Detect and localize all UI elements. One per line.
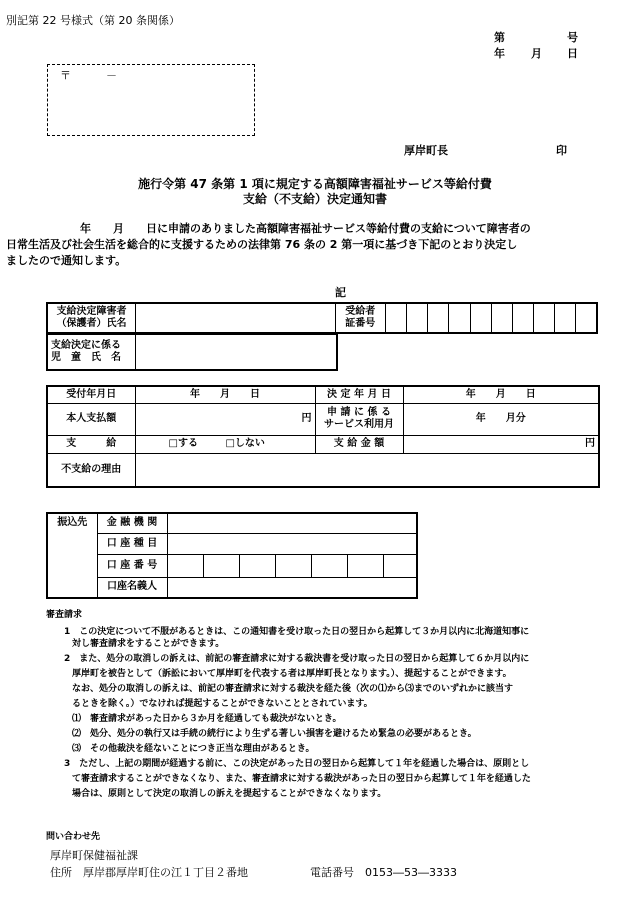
cert-number-label [335,303,385,333]
ki-heading: 記 [335,286,346,299]
contact-phone: 電話番号 0153―53―3333 [310,866,457,879]
cert-digit-cell[interactable] [512,303,533,333]
postal-mark: 〒 [60,69,71,82]
account-digit-cell[interactable] [383,554,417,577]
title-line-2: 支給（不支給）決定通知書 [242,192,387,206]
review-line: ⑵ 処分、処分の執行又は手続の続行により生ずる著しい損害を避けるため緊急の必要があるとき。 [72,729,477,739]
cert-digit-cell[interactable] [576,303,597,333]
account-number-label: 口 座 番 号 [97,554,167,577]
decision-date-field[interactable]: 年 月 日 [403,386,599,403]
recipient-name-field[interactable] [136,303,335,333]
cert-digit-cell[interactable] [385,303,406,333]
doc-date-month: 月 [531,47,542,60]
payment-yes-checkbox[interactable]: □する [168,438,198,449]
review-line: て審査請求することができなくなり、また、審査請求に対する裁決があった日の翌日から起算して１年を経過した [72,774,531,784]
bank-table [46,512,418,599]
account-digit-cell[interactable] [203,554,239,577]
child-label-1: 支給決定に係る [51,340,121,351]
form-id: 別記第 22 号様式（第 20 条関係） [6,14,180,27]
amount-label: 支 給 金 額 [315,435,403,453]
decision-table [46,385,600,488]
cert-digit-cell[interactable] [470,303,491,333]
review-line: 2 また、処分の取消しの訴えは、前記の審査請求に対する裁決書を受け取った日の翌日から起算して６か月以内に [64,654,530,664]
cert-digit-cell[interactable] [491,303,512,333]
amount-field[interactable]: 円 [403,435,599,453]
recipient-name-label [47,303,136,333]
recipient-table [46,302,598,334]
cert-digit-cell[interactable] [428,303,449,333]
contact-heading: 問い合わせ先 [46,832,101,842]
review-line: 厚岸町を被告として（訴訟において厚岸町を代表する者は厚岸町長となります。）、提起することができます。 [72,669,512,679]
review-notice [64,626,531,800]
recipient-label-1: 支給決定障害者 [56,306,127,317]
review-line: 3 ただし、上記の期間が経過する前に、この決定があった日の翌日から起算して１年を経過した場合は、原則とし [64,759,530,769]
account-digit-cell[interactable] [167,554,203,577]
contact-department: 厚岸町保健福祉課 [50,849,138,862]
receipt-date-field[interactable]: 年 月 日 [135,386,315,403]
reason-label: 不支給の理由 [47,453,135,487]
reason-field[interactable] [135,453,599,487]
account-holder-field[interactable] [167,577,417,598]
cert-digit-cell[interactable] [555,303,576,333]
cert-digit-cell[interactable] [533,303,554,333]
issuer-title: 厚岸町長 [404,144,448,157]
account-type-field[interactable] [167,533,417,554]
body-line-1: 年 月 日に申請のありました高額障害福祉サービス等給付費の支給について障害者の [80,222,531,235]
account-digit-cell[interactable] [311,554,347,577]
self-pay-field[interactable]: 円 [135,403,315,435]
doc-date-year: 年 [494,47,505,60]
body-line-3: ましたので通知します。 [6,254,127,267]
doc-number-prefix: 第 [494,31,505,44]
child-table [46,333,338,371]
body-line-2: 日常生活及び社会生活を総合的に支援するための法律第 76 条の 2 第一項に基づき下記のとおり決定し [6,238,518,251]
review-line: ⑴ 審査請求があった日から３か月を経過しても裁決がないとき。 [72,714,342,724]
child-name-label [47,334,135,370]
account-digit-cell[interactable] [347,554,383,577]
cert-label-2: 証番号 [345,318,376,329]
issuer-seal: 印 [556,144,567,157]
account-digit-cell[interactable] [239,554,275,577]
cert-digit-cell[interactable] [407,303,428,333]
cert-digit-cell[interactable] [449,303,470,333]
service-month-label [315,403,403,435]
review-line: 場合は、原則として決定の取消しの訴えを提起することができなくなります。 [72,789,387,799]
payment-label: 支 給 [47,435,135,453]
self-pay-label: 本人支払額 [47,403,135,435]
review-line: るときを除く。）でなければ提起することができないこととされています。 [72,699,373,709]
review-line: 1 この決定について不服があるときは、この通知書を受け取った日の翌日から起算して３か月以内に北海道知事に [64,627,530,637]
review-line: ⑶ その他裁決を経ないことにつき正当な理由があるとき。 [72,744,315,754]
child-name-field[interactable] [135,334,337,370]
bank-section-label: 振込先 [47,513,97,598]
child-label-2: 児 童 氏 名 [51,352,121,363]
service-month-field[interactable]: 年 月分 [403,403,599,435]
bank-name-field[interactable] [167,513,417,533]
review-heading: 審査請求 [46,610,83,620]
account-holder-label: 口座名義人 [97,577,167,598]
address-box [47,64,255,136]
account-type-label: 口 座 種 目 [97,533,167,554]
account-digit-cell[interactable] [275,554,311,577]
review-line: なお、処分の取消しの訴えは、前記の審査請求に対する裁決を経た後（次の⑴から⑶までのいずれかに該当す [72,684,514,694]
receipt-date-label: 受付年月日 [47,386,135,403]
service-month-label-2: サービス利用月 [324,419,394,430]
decision-date-label: 決 定 年 月 日 [315,386,403,403]
doc-number-suffix: 号 [567,31,578,44]
bank-name-label: 金 融 機 関 [97,513,167,533]
service-month-label-1: 申 請 に 係 る [327,407,391,418]
cert-label-1: 受給者 [345,306,376,317]
title-line-1: 施行令第 47 条第 1 項に規定する高額障害福祉サービス等給付費 [138,177,492,191]
recipient-label-2: （保護者）氏名 [56,318,127,329]
review-line: 対し審査請求をすることができます。 [72,639,225,649]
contact-address: 住所 厚岸郡厚岸町住の江１丁目２番地 [50,866,248,879]
doc-date-day: 日 [567,47,578,60]
postal-dash: － [106,69,117,82]
payment-no-checkbox[interactable]: □しない [225,438,265,449]
payment-options [135,435,315,453]
